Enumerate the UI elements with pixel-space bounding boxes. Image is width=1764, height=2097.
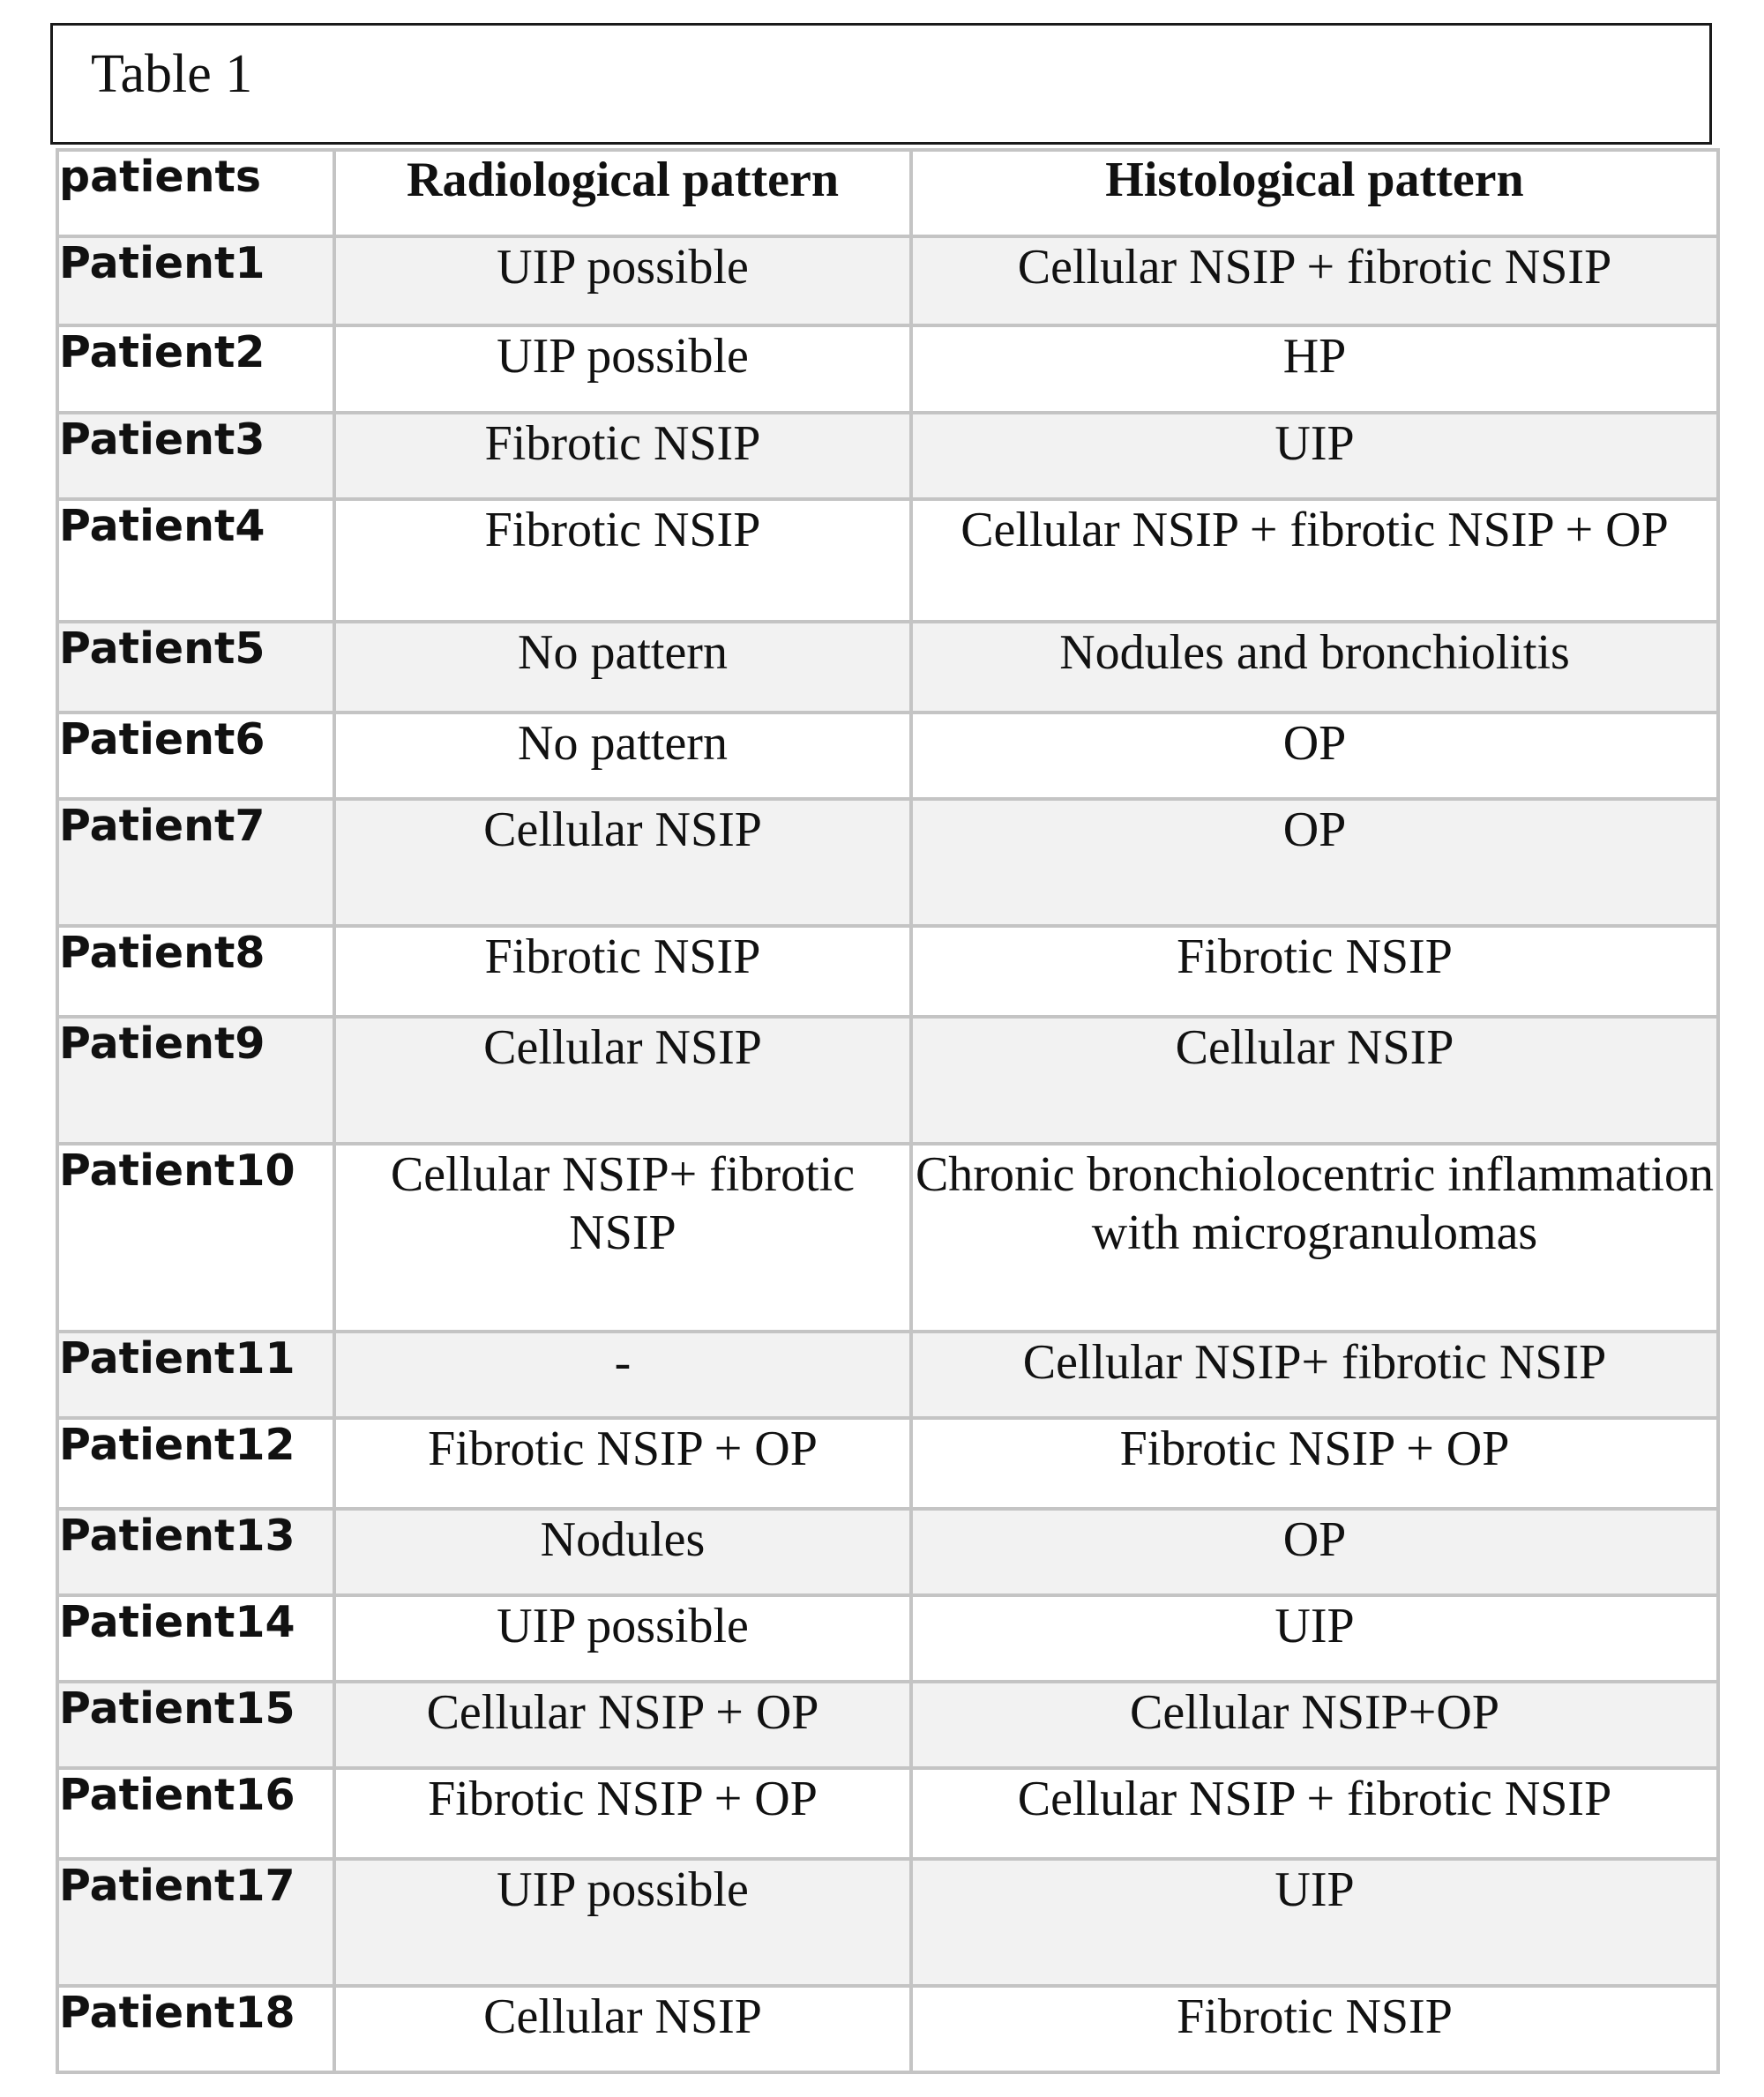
radiological-cell: Fibrotic NSIP (334, 413, 911, 499)
histological-cell: UIP (911, 413, 1718, 499)
histological-cell: Cellular NSIP + fibrotic NSIP (911, 1768, 1718, 1859)
histological-cell: Fibrotic NSIP + OP (911, 1418, 1718, 1509)
table-row (57, 622, 1718, 713)
histological-cell: Chronic bronchiolocentric inflammation with microgranulomas (911, 1144, 1718, 1332)
table-row (57, 1682, 1718, 1768)
column-header-radiological: Radiological pattern (334, 150, 911, 236)
table-row (57, 1509, 1718, 1595)
histological-cell: Fibrotic NSIP (911, 1986, 1718, 2072)
radiological-cell: Nodules (334, 1509, 911, 1595)
radiological-cell: UIP possible (334, 1859, 911, 1986)
histological-cell: Fibrotic NSIP (911, 926, 1718, 1017)
patient-pattern-table (56, 148, 1720, 2074)
patient-cell: Patient4 (57, 499, 334, 622)
histological-cell: OP (911, 1509, 1718, 1595)
radiological-cell: Cellular NSIP (334, 1986, 911, 2072)
table-row (57, 1418, 1718, 1509)
table-row (57, 499, 1718, 622)
histological-cell: OP (911, 713, 1718, 799)
table-row (57, 1986, 1718, 2072)
table-row (57, 1859, 1718, 1986)
radiological-cell: UIP possible (334, 236, 911, 325)
table-row (57, 1144, 1718, 1332)
column-header-patients: patients (57, 150, 334, 236)
radiological-cell: Fibrotic NSIP + OP (334, 1768, 911, 1859)
patient-cell: Patient15 (57, 1682, 334, 1768)
patient-cell: Patient11 (57, 1332, 334, 1418)
histological-cell: Cellular NSIP + fibrotic NSIP (911, 236, 1718, 325)
table-row (57, 325, 1718, 413)
histological-cell: Nodules and bronchiolitis (911, 622, 1718, 713)
histological-cell: Cellular NSIP+ fibrotic NSIP (911, 1332, 1718, 1418)
radiological-cell: No pattern (334, 713, 911, 799)
histological-cell: Cellular NSIP (911, 1017, 1718, 1144)
patient-cell: Patient7 (57, 799, 334, 926)
radiological-cell: Fibrotic NSIP + OP (334, 1418, 911, 1509)
radiological-cell: No pattern (334, 622, 911, 713)
table-row (57, 926, 1718, 1017)
table-row (57, 1017, 1718, 1144)
table-row (57, 413, 1718, 499)
table-caption: Table 1 (91, 44, 253, 104)
patient-cell: Patient18 (57, 1986, 334, 2072)
patient-cell: Patient10 (57, 1144, 334, 1332)
table-row (57, 1768, 1718, 1859)
radiological-cell: - (334, 1332, 911, 1418)
patient-cell: Patient16 (57, 1768, 334, 1859)
radiological-cell: Cellular NSIP + OP (334, 1682, 911, 1768)
patient-cell: Patient6 (57, 713, 334, 799)
radiological-cell: Fibrotic NSIP (334, 499, 911, 622)
patient-cell: Patient13 (57, 1509, 334, 1595)
patient-cell: Patient9 (57, 1017, 334, 1144)
radiological-cell: UIP possible (334, 325, 911, 413)
column-header-histological: Histological pattern (911, 150, 1718, 236)
table-row (57, 236, 1718, 325)
patient-cell: Patient5 (57, 622, 334, 713)
patient-cell: Patient12 (57, 1418, 334, 1509)
table-row (57, 1595, 1718, 1682)
table-caption-box (50, 23, 1712, 145)
patient-cell: Patient14 (57, 1595, 334, 1682)
table-row (57, 799, 1718, 926)
radiological-cell: UIP possible (334, 1595, 911, 1682)
table-row (57, 713, 1718, 799)
histological-cell: OP (911, 799, 1718, 926)
radiological-cell: Fibrotic NSIP (334, 926, 911, 1017)
radiological-cell: Cellular NSIP (334, 799, 911, 926)
radiological-cell: Cellular NSIP (334, 1017, 911, 1144)
histological-cell: HP (911, 325, 1718, 413)
radiological-cell: Cellular NSIP+ fibrotic NSIP (334, 1144, 911, 1332)
patient-cell: Patient3 (57, 413, 334, 499)
table-header-row (57, 150, 1718, 236)
histological-cell: Cellular NSIP+OP (911, 1682, 1718, 1768)
patient-cell: Patient17 (57, 1859, 334, 1986)
histological-cell: UIP (911, 1859, 1718, 1986)
histological-cell: UIP (911, 1595, 1718, 1682)
patient-cell: Patient2 (57, 325, 334, 413)
patient-cell: Patient8 (57, 926, 334, 1017)
histological-cell: Cellular NSIP + fibrotic NSIP + OP (911, 499, 1718, 622)
table-row (57, 1332, 1718, 1418)
patient-cell: Patient1 (57, 236, 334, 325)
